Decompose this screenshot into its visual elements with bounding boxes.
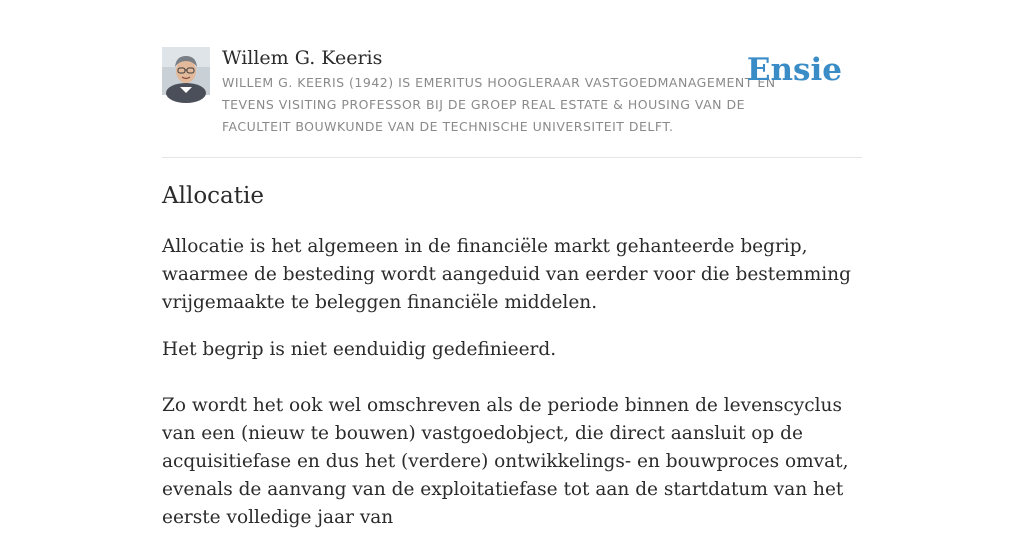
author-avatar[interactable]	[162, 47, 210, 95]
definition-paragraph: Het begrip is niet eenduidig gedefinieerd.	[162, 339, 557, 360]
article-container	[162, 0, 862, 528]
term-definition	[162, 233, 862, 551]
term-title: Allocatie	[162, 183, 264, 209]
ensie-logo[interactable]: Ensie	[746, 52, 842, 88]
definition-paragraph: Allocatie is het algemeen in de financiële markt gehanteerde begrip, waarmee de besteding wordt aangeduid van eerder voor die bestemming vrijgemaakte te beleggen financiële middelen.	[162, 236, 851, 313]
definition-paragraph: Zo wordt het ook wel omschreven als de periode binnen de levenscyclus van een (nieuw te bouwen) vastgoedobject, die direct aansluit op de acquisitiefase en dus het (verdere) ontwikkelings- en bouwproces omvat, evenals de aanvang van de exploitatiefase tot aan de startdatum van het eerste volledige jaar van	[162, 395, 849, 528]
author-portrait-icon	[162, 47, 210, 95]
author-bio: WILLEM G. KEERIS (1942) IS EMERITUS HOOGLERAAR VASTGOEDMANAGEMENT EN TEVENS VISITING PROFESSOR BIJ DE GROEP REAL ESTATE & HOUSING VAN DE FACULTEIT BOUWKUNDE VAN DE TECHNISCHE UNIVERSITEIT DELFT.	[222, 75, 776, 134]
author-name[interactable]: Willem G. Keeris	[222, 47, 383, 69]
author-header	[162, 0, 862, 158]
